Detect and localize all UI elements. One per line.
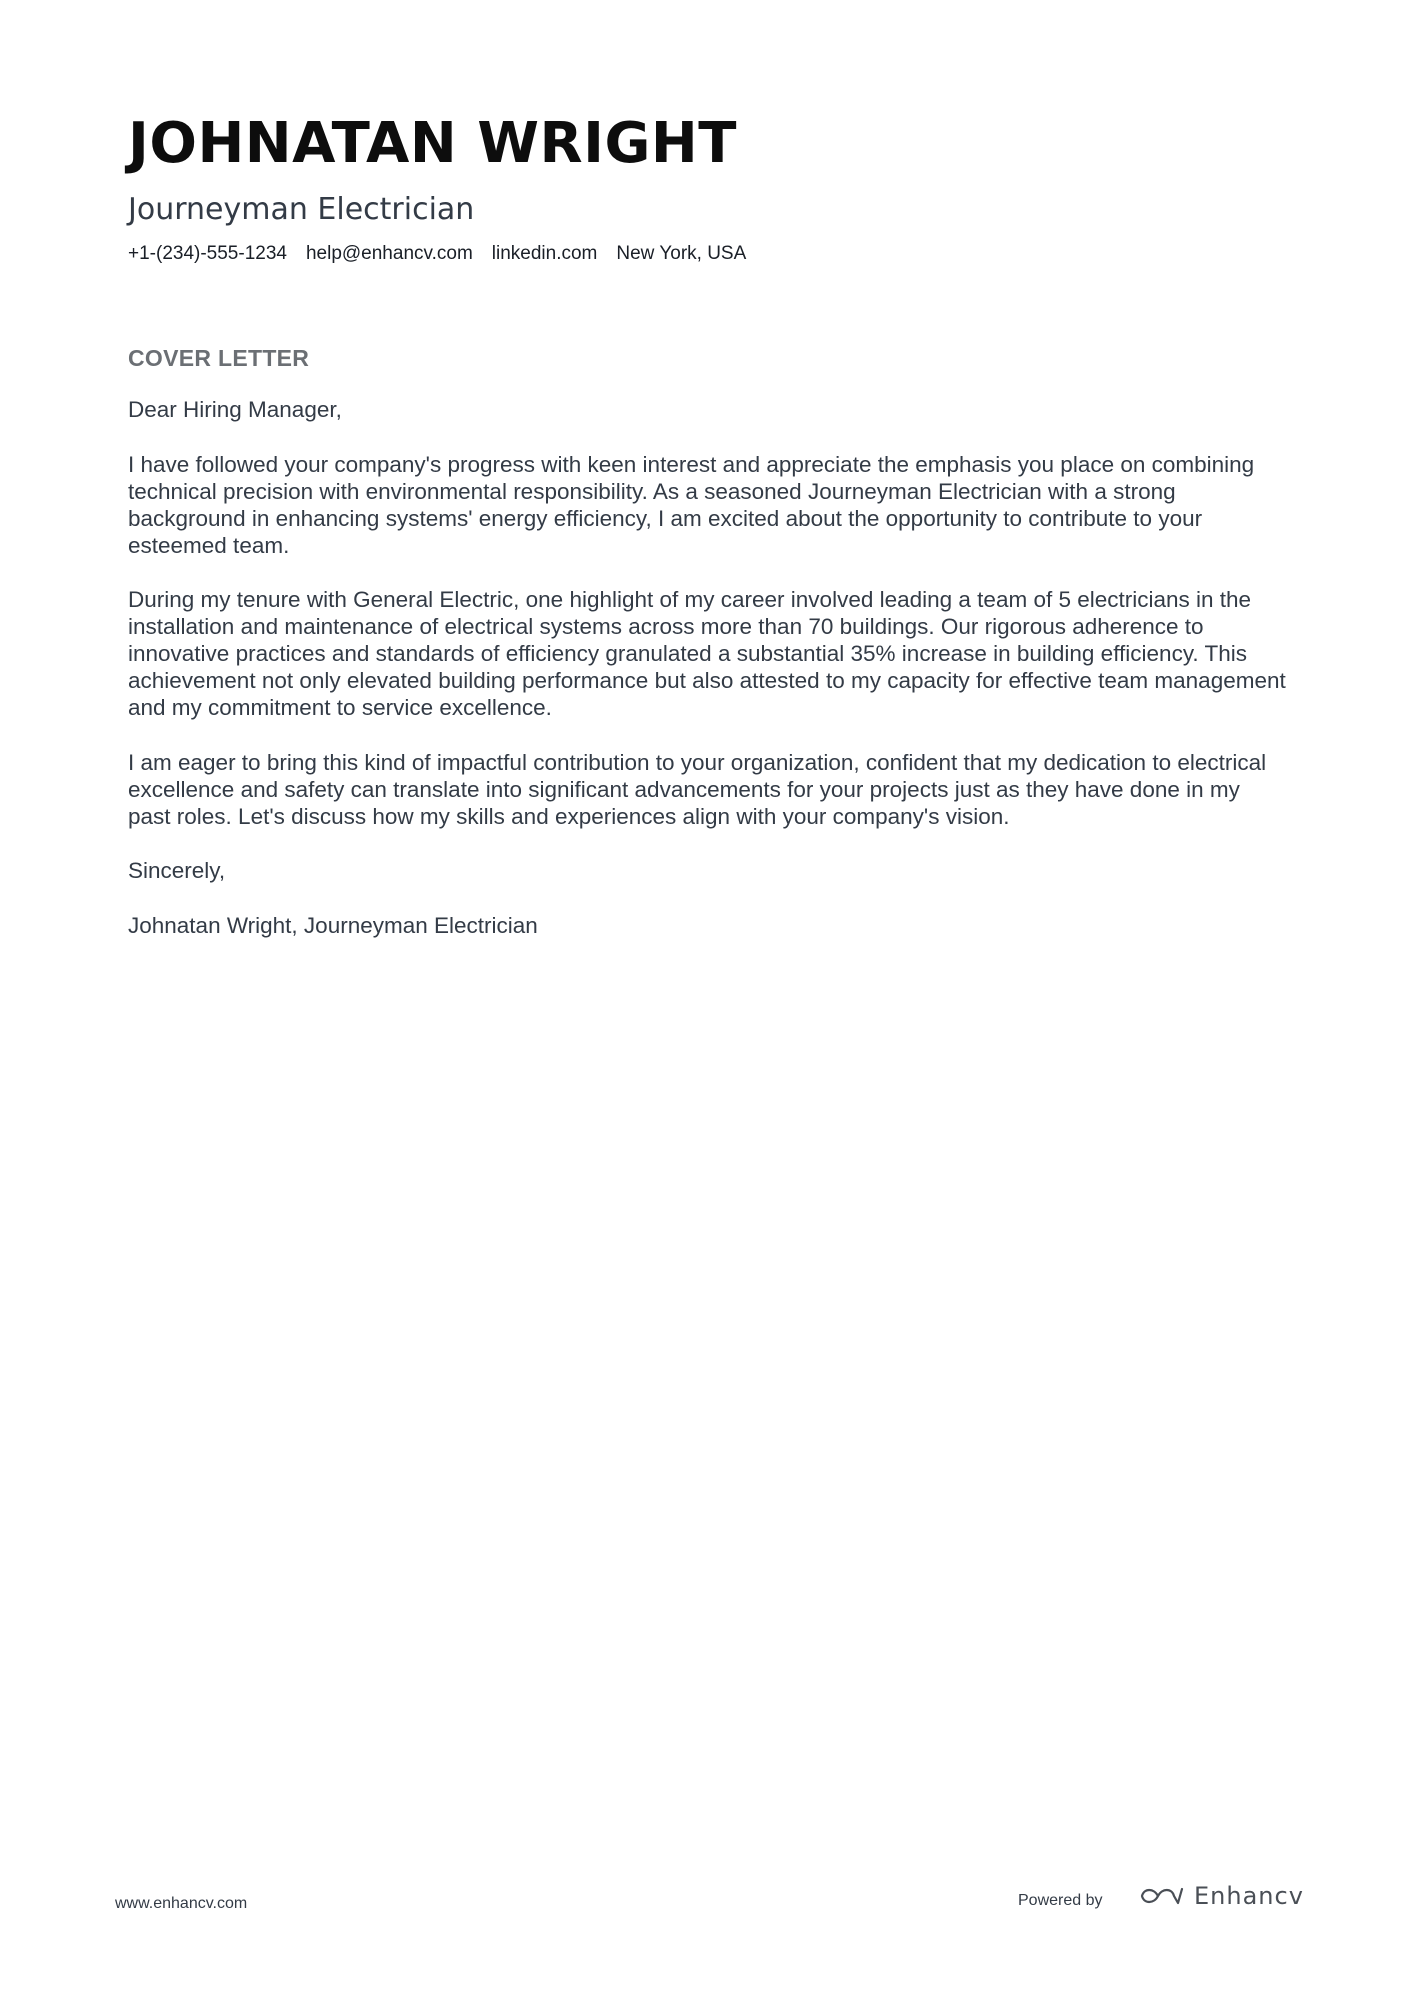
section-title: COVER LETTER — [128, 345, 310, 371]
greeting: Dear Hiring Manager, — [128, 397, 342, 422]
letter-body — [128, 343, 1288, 966]
contact-location: New York, USA — [616, 243, 747, 264]
footer-url: www.enhancv.com — [115, 1895, 248, 1912]
contact-linkedin: linkedin.com — [491, 243, 598, 264]
signature: Johnatan Wright, Journeyman Electrician — [128, 912, 538, 938]
enhancv-logo-icon — [1138, 1883, 1184, 1909]
paragraph-1: I have followed your company's progress with keen interest and appreciate the emphasis you place on combining technical precision with environmental responsibility. As a seasoned Journeyman Electrician with a strong background in enhancing systems' energy efficiency, I am excited about the opportunity to contribute to your esteemed team. — [128, 451, 1255, 558]
contact-email: help@enhancv.com — [305, 243, 473, 264]
paragraph-2: During my tenure with General Electric, one highlight of my career involved leading a team of 5 electricians in the installation and maintenance of electrical systems across more than 70 buildings. Our rigorous adherence to innovative practices and standards of efficiency granulated a substantial 35% increase in building efficiency. This achievement not only elevated building performance but also attested to my capacity for effective team management and my commitment to service excellence. — [128, 587, 1286, 720]
closing: Sincerely, — [128, 858, 226, 883]
candidate-name: JOHNATAN WRIGHT — [128, 111, 737, 176]
header — [128, 110, 1288, 266]
contact-info — [128, 242, 1288, 266]
brand-logo — [1138, 1882, 1304, 1910]
brand-name: Enhancv — [1194, 1882, 1304, 1910]
paragraph-3: I am eager to bring this kind of impactful contribution to your organization, confident that my dedication to electrical excellence and safety can translate into significant advancements for your projects just as they have done in my past roles. Let's discuss how my skills and experiences align with your company's vision. — [128, 749, 1267, 829]
contact-phone: +1-(234)-555-1234 — [128, 243, 287, 264]
candidate-role: Journeyman Electrician — [128, 192, 475, 227]
powered-by-label: Powered by — [1018, 1892, 1103, 1909]
